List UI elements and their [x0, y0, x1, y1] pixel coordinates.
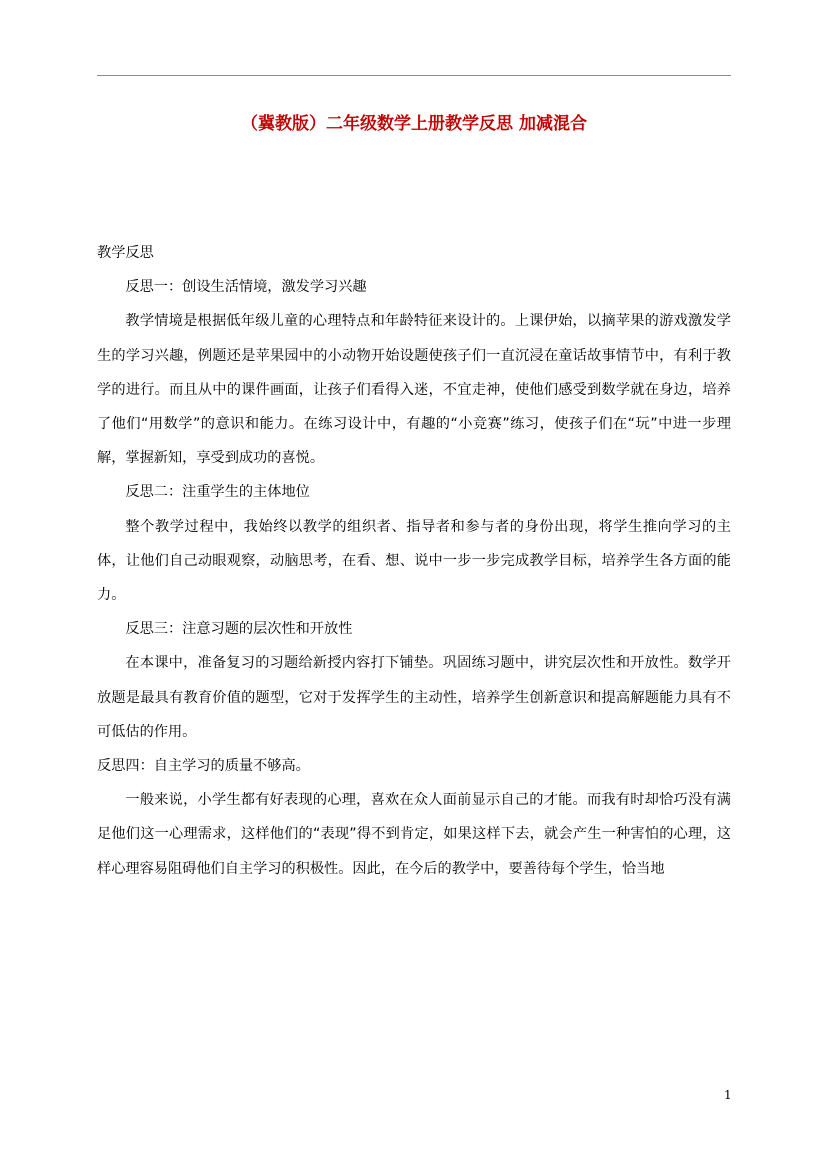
paragraph-reflection-3-heading: 反思三：注意习题的层次性和开放性	[125, 621, 353, 638]
header-rule	[97, 75, 731, 76]
paragraph-reflection-1-body: 教学情境是根据低年级儿童的心理特点和年龄特征来设计的。上课伊始，以摘苹果的游戏激发学生的学习兴趣，例题还是苹果园中的小动物开始设题使孩子们一直沉浸在童话故事情节中，有利于教学的进行。而且从中的课件画面，让孩子们看得入迷，不宜走神，使他们感受到数学就在身边，培养了他们“用数学”的意识和能力。在练习设计中，有趣的“小竞赛”练习，使孩子们在“玩”中进一步理解，掌握新知，享受到成功的喜悦。	[97, 313, 731, 467]
page-number: 1	[724, 1088, 732, 1102]
paragraph-reflection-4-body: 一般来说，小学生都有好表现的心理，喜欢在众人面前显示自己的才能。而我有时却恰巧没有满足他们这一心理需求，这样他们的“表现”得不到肯定，如果这样下去，就会产生一种害怕的心理，这样心理容易阻碍他们自主学习的积极性。因此，在今后的教学中，要善待每个学生，恰当地	[97, 792, 731, 877]
section-heading: 教学反思	[97, 245, 154, 261]
paragraph-reflection-3-body: 在本课中，准备复习的习题给新授内容打下铺垫。巩固练习题中，讲究层次性和开放性。数学开放题是最具有教育价值的题型，它对于发挥学生的主动性，培养学生创新意识和提高解题能力具有不可低估的作用。	[97, 655, 731, 740]
paragraph-reflection-2-body: 整个教学过程中，我始终以教学的组织者、指导者和参与者的身份出现，将学生推向学习的主体，让他们自己动眼观察，动脑思考，在看、想、说中一步一步完成教学目标，培养学生各方面的能力。	[97, 518, 731, 604]
paragraph-reflection-2-heading: 反思二：注重学生的主体地位	[125, 484, 310, 501]
paragraph-reflection-1-heading: 反思一：创设生活情境，激发学习兴趣	[125, 279, 367, 296]
document-body	[97, 236, 731, 886]
paragraph-reflection-4-heading: 反思四：自主学习的质量不够高。	[97, 758, 310, 775]
document-title: （冀教版）二年级数学上册教学反思 加减混合	[241, 114, 587, 134]
